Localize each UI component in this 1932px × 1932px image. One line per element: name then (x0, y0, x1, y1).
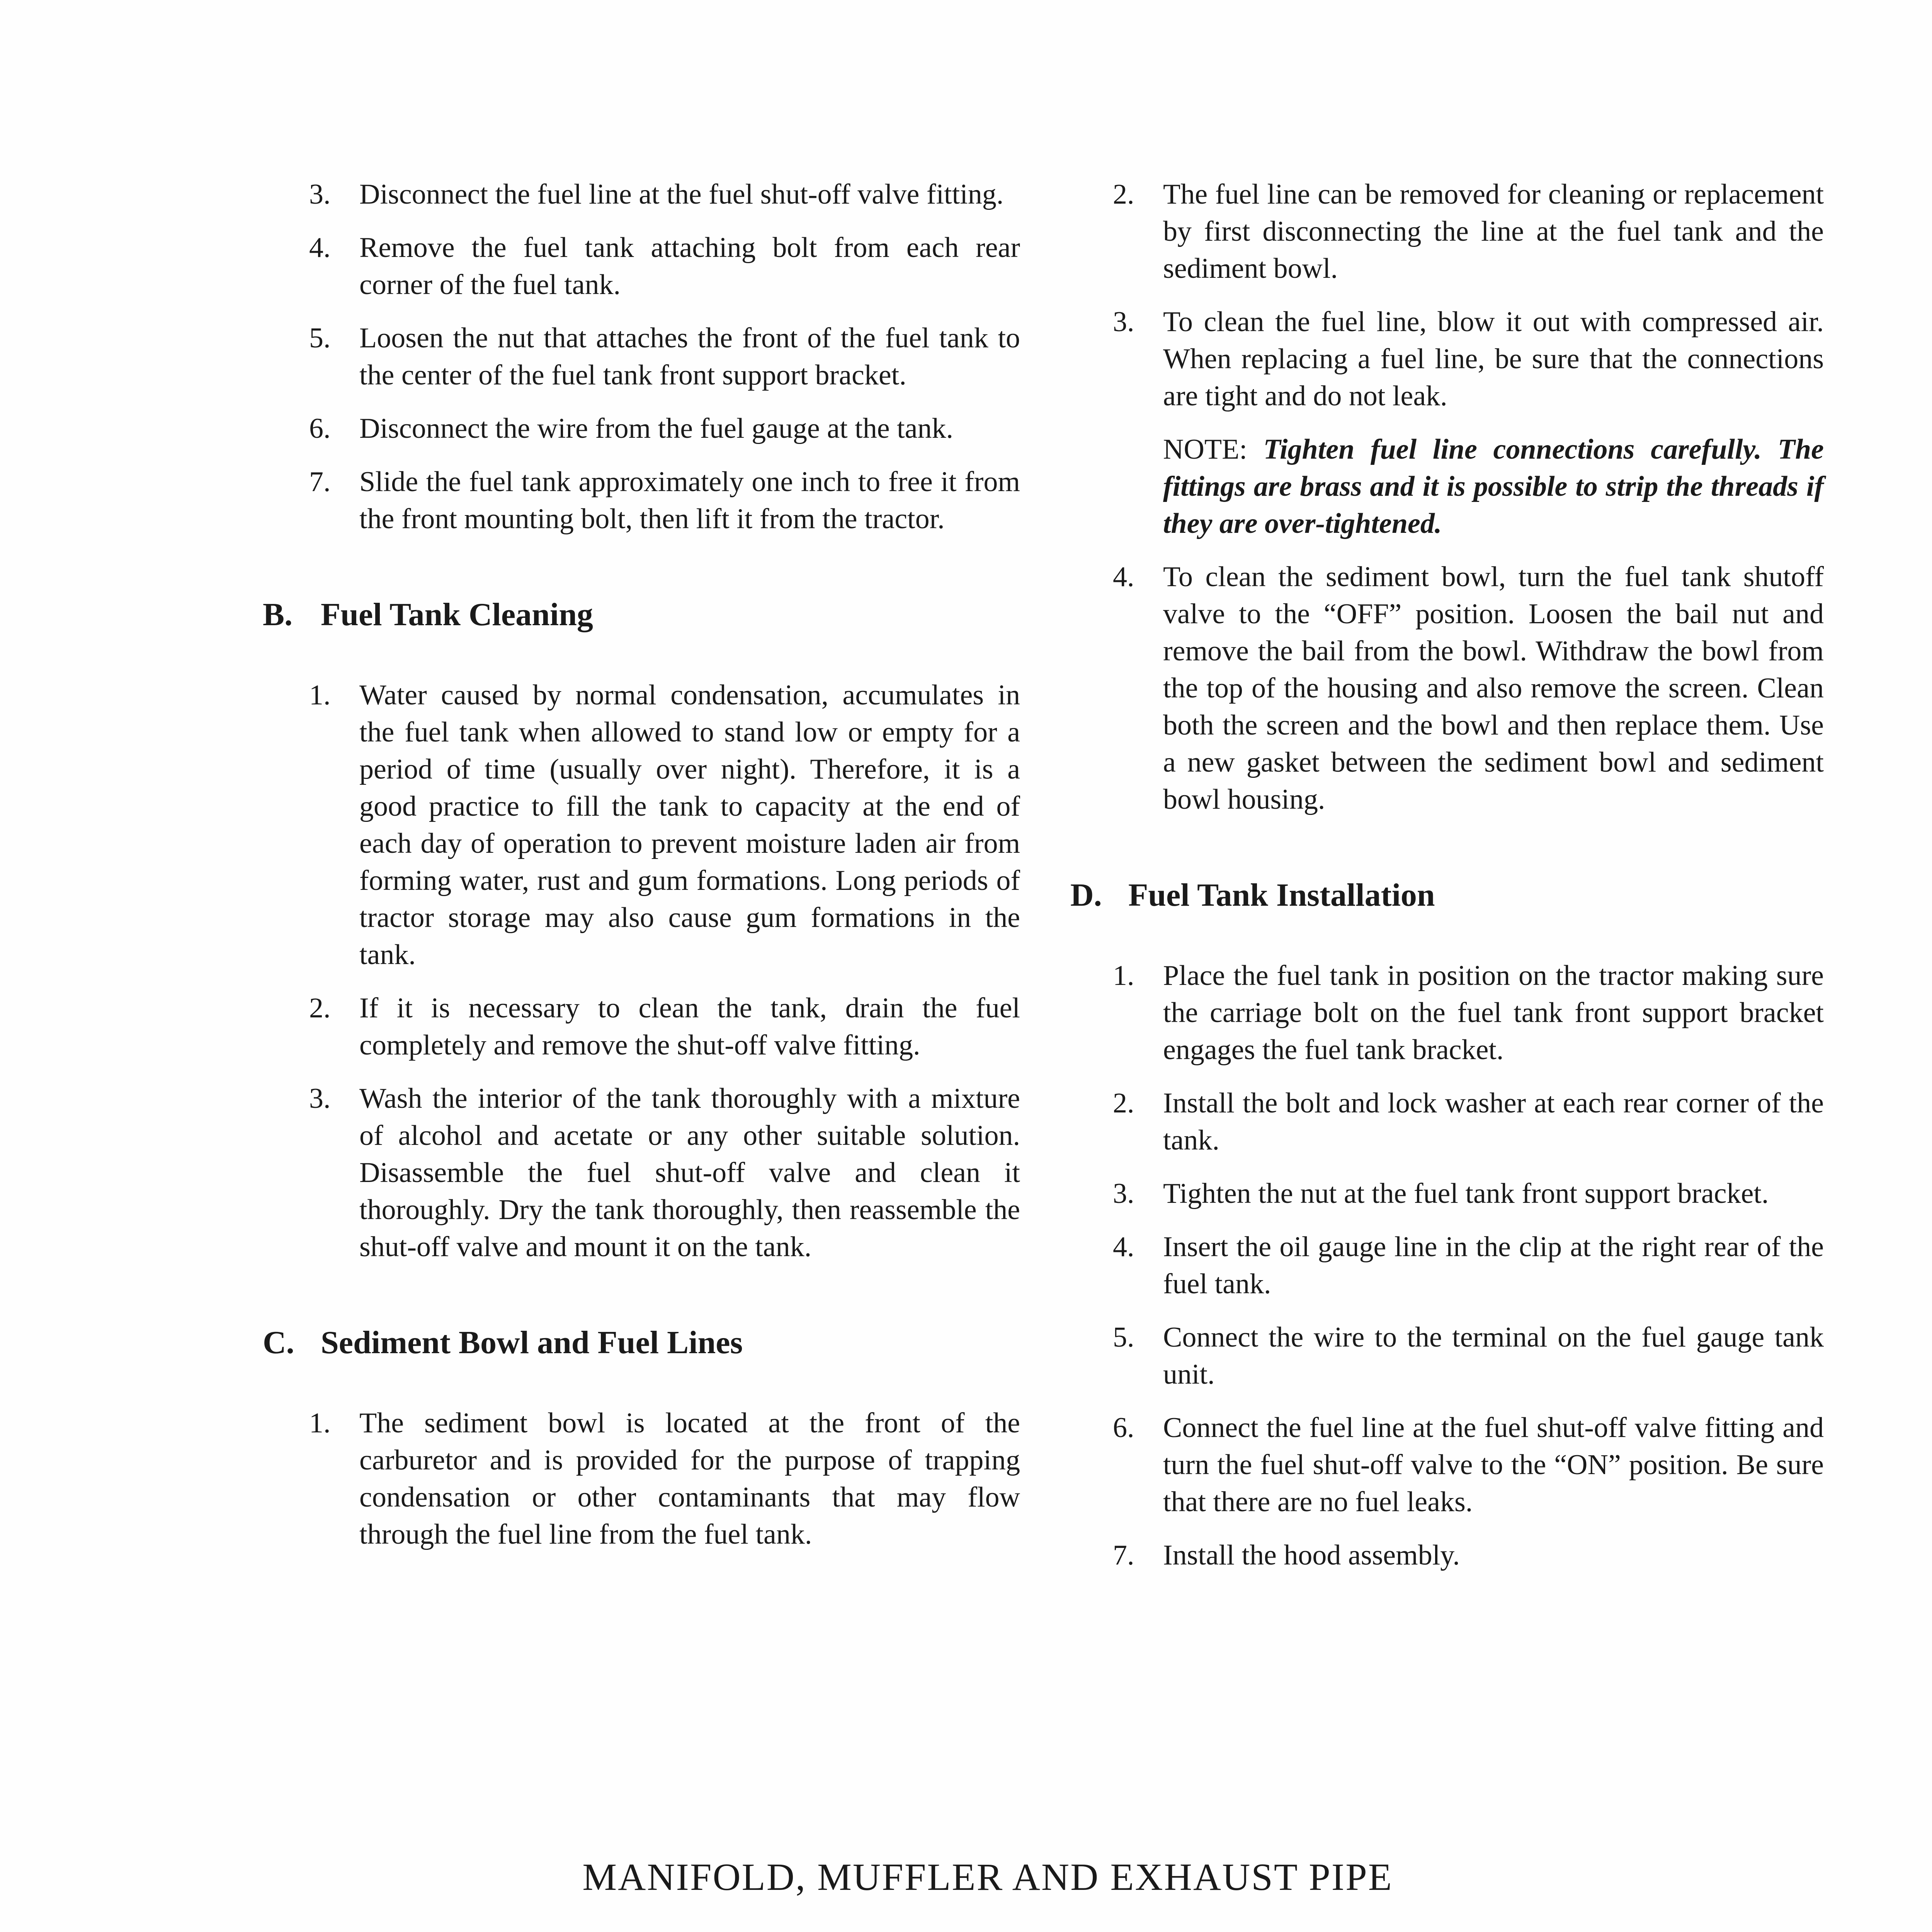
section-title: Fuel Tank Cleaning (321, 597, 593, 633)
list-item (1070, 957, 1824, 1068)
item-text: Install the bolt and lock washer at each rear corner of the tank. (1163, 1087, 1824, 1156)
list-item (1070, 1537, 1824, 1574)
item-text: If it is necessary to clean the tank, drain the fuel completely and remove the shut-off valve fitting. (359, 992, 1020, 1061)
item-number: 2. (309, 992, 331, 1024)
item-text: Wash the interior of the tank thoroughly with a mixture of alcohol and acetate or any other suitable solution. Disassemble the fuel shut-off valve and clean it thoroughly. Dry the tank thoroughly, then reassemble the shut-off valve and mount it on the tank. (359, 1083, 1020, 1263)
item-text: Connect the wire to the terminal on the fuel gauge tank unit. (1163, 1321, 1824, 1390)
item-text: Connect the fuel line at the fuel shut-off valve fitting and turn the fuel shut-off valve to the “ON” position. Be sure that there are no fuel leaks. (1163, 1412, 1824, 1518)
item-text: Install the hood assembly. (1163, 1539, 1460, 1571)
item-number: 4. (309, 232, 331, 264)
item-number: 1. (309, 1407, 331, 1439)
item-number: 2. (1113, 179, 1134, 210)
item-number: 5. (1113, 1321, 1134, 1353)
item-number: 3. (1113, 1178, 1134, 1209)
item-number: 5. (309, 322, 331, 354)
item-text: Disconnect the wire from the fuel gauge at the tank. (359, 413, 953, 444)
item-number: 2. (1113, 1087, 1134, 1119)
item-number: 1. (309, 679, 331, 711)
list-item (247, 1080, 1020, 1265)
item-number: 3. (309, 1083, 331, 1114)
section-letter: D. (1070, 877, 1102, 913)
list-item (247, 410, 1020, 447)
item-text: To clean the fuel line, blow it out with compressed air. When replacing a fuel line, be sure that the connections are tight and do not leak. (1163, 306, 1824, 412)
item-number: 3. (309, 179, 331, 210)
item-number: 4. (1113, 1231, 1134, 1263)
item-number: 3. (1113, 306, 1134, 338)
item-text: Loosen the nut that attaches the front of the fuel tank to the center of the fuel tank front support bracket. (359, 322, 1020, 391)
list-item (247, 990, 1020, 1064)
right-column (1070, 176, 1824, 1590)
item-text: Insert the oil gauge line in the clip at the right rear of the fuel tank. (1163, 1231, 1824, 1300)
note-label: NOTE: (1163, 434, 1247, 465)
list-item (1070, 176, 1824, 287)
section-heading-sediment-bowl (263, 1323, 1020, 1362)
list-item (247, 1405, 1020, 1553)
item-number: 7. (309, 466, 331, 498)
item-number: 1. (1113, 960, 1134, 992)
item-text: Tighten the nut at the fuel tank front support bracket. (1163, 1178, 1769, 1209)
list-item (1070, 1175, 1824, 1212)
list-item (247, 176, 1020, 213)
item-text: The fuel line can be removed for cleaning or replacement by first disconnecting the line at the fuel tank and the sediment bowl. (1163, 179, 1824, 284)
list-item (1070, 1409, 1824, 1520)
item-number: 7. (1113, 1539, 1134, 1571)
section-title: Fuel Tank Installation (1128, 877, 1435, 913)
note-block (1070, 431, 1824, 542)
section-title: Sediment Bowl and Fuel Lines (321, 1325, 743, 1361)
list-item (1070, 1319, 1824, 1393)
list-item (1070, 303, 1824, 415)
item-text: To clean the sediment bowl, turn the fuel tank shutoff valve to the “OFF” position. Loosen the bail nut and remove the bail from the bowl. Withdraw the bowl from the top of the housing and also remove the screen. Clean both the screen and the bowl and then replace them. Use a new gasket between the sediment bowl and sediment bowl housing. (1163, 561, 1824, 815)
item-text: Remove the fuel tank attaching bolt from each rear corner of the fuel tank. (359, 232, 1020, 301)
left-column (247, 176, 1020, 1569)
section-heading-fuel-tank-cleaning (263, 595, 1020, 634)
list-item (1070, 1085, 1824, 1159)
list-item (247, 320, 1020, 394)
list-item (247, 677, 1020, 973)
item-text: The sediment bowl is located at the front of the carburetor and is provided for the purpose of trapping condensation or other contaminants that may flow through the fuel line from the fuel tank. (359, 1407, 1020, 1550)
item-text: Water caused by normal condensation, accumulates in the fuel tank when allowed to stand low or empty for a period of time (usually over night). Therefore, it is a good practice to fill the tank to capacity at the end of each day of operation to prevent moisture laden air from forming water, rust and gum formations. Long periods of tractor storage may also cause gum formations in the tank. (359, 679, 1020, 971)
item-text: Place the fuel tank in position on the tractor making sure the carriage bolt on the fuel tank front support bracket engages the fuel tank bracket. (1163, 960, 1824, 1066)
section-heading-fuel-tank-installation (1070, 876, 1824, 915)
list-item (247, 229, 1020, 303)
major-heading: MANIFOLD, MUFFLER AND EXHAUST PIPE (582, 1855, 1393, 1898)
item-number: 4. (1113, 561, 1134, 593)
item-number: 6. (1113, 1412, 1134, 1444)
list-item (1070, 1228, 1824, 1303)
list-item (247, 463, 1020, 537)
section-letter: C. (263, 1325, 294, 1361)
item-number: 6. (309, 413, 331, 444)
section-letter: B. (263, 597, 293, 633)
item-text: Slide the fuel tank approximately one inch to free it from the front mounting bolt, then lift it from the tractor. (359, 466, 1020, 535)
note-body: Tighten fuel line connections carefully. The fittings are brass and it is possible to strip the threads if they are over-tightened. (1163, 434, 1824, 539)
item-text: Disconnect the fuel line at the fuel shut-off valve fitting. (359, 179, 1004, 210)
list-item (1070, 558, 1824, 818)
